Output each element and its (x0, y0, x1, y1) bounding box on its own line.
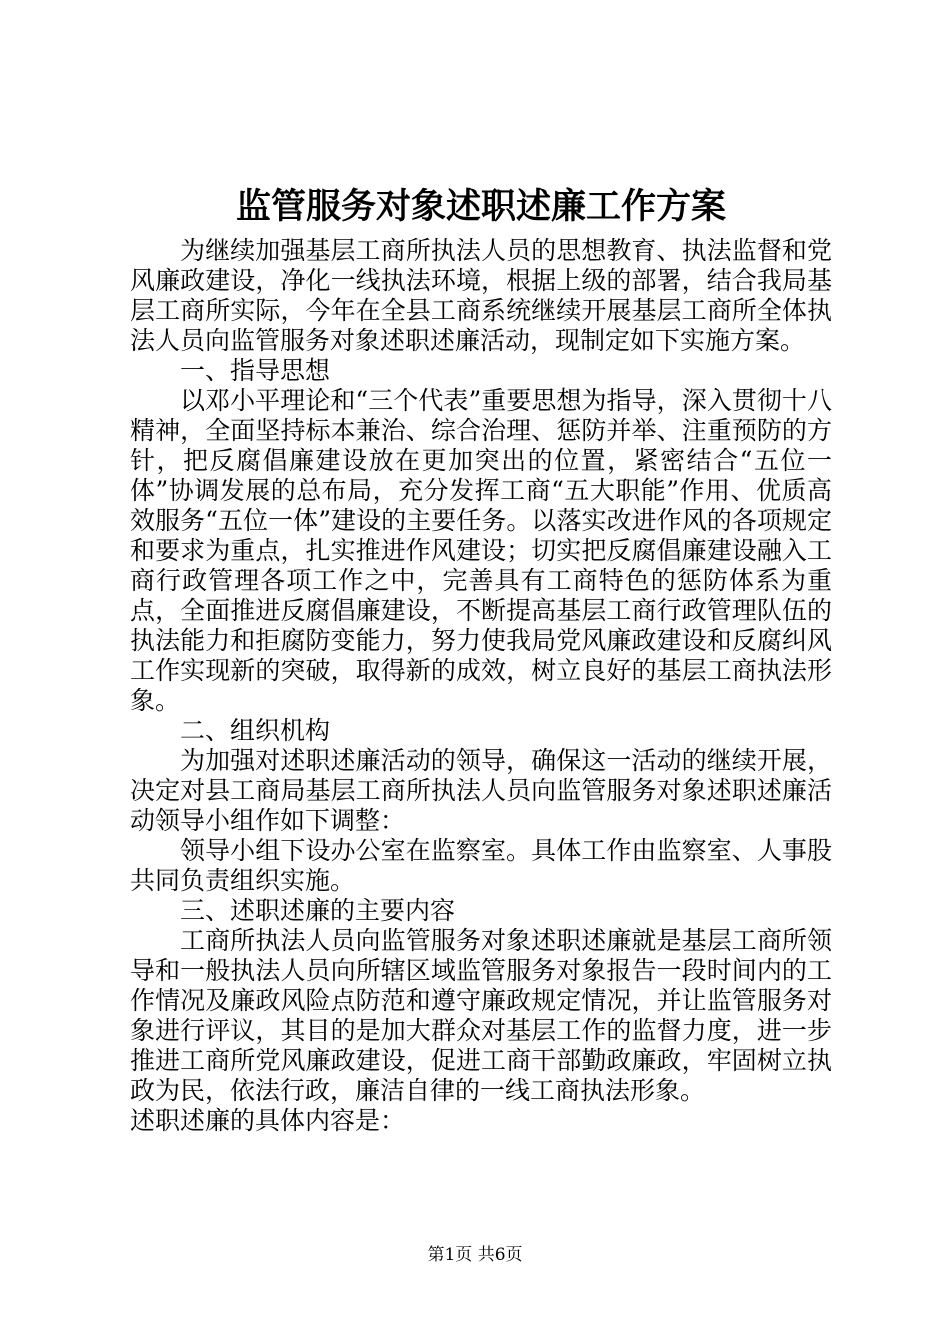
section-heading-organization: 二、组织机构 (180, 716, 331, 745)
closing-line: 述职述廉的具体内容是： (130, 1106, 406, 1135)
section-paragraph-organization-2: 领导小组下设办公室在监察室。具体工作由监察室、人事股共同负责组织实施。 (130, 836, 832, 895)
section-paragraph-organization-1: 为加强对述职述廉活动的领导，确保这一活动的继续开展，决定对县工商局基层工商所执法人员向监管服务对象述职述廉活动领导小组作如下调整： (130, 746, 832, 835)
section-heading-guiding-ideology: 一、指导思想 (180, 356, 331, 385)
page-footer: 第1页 共6页 (427, 1245, 523, 1265)
document-body (130, 236, 832, 1136)
section-paragraph-main-content: 工商所执法人员向监管服务对象述职述廉就是基层工商所领导和一般执法人员向所辖区域监管服务对象报告一段时间内的工作情况及廉政风险点防范和遵守廉政规定情况，并让监管服务对象进行评议，其目的是加大群众对基层工作的监督力度，进一步推进工商所党风廉政建设，促进工商干部勤政廉政，牢固树立执政为民，依法行政，廉洁自律的一线工商执法形象。 (130, 926, 832, 1105)
document-page (130, 180, 832, 1136)
document-title: 监管服务对象述职述廉工作方案 (235, 186, 726, 227)
section-paragraph-guiding-ideology: 以邓小平理论和“三个代表”重要思想为指导，深入贯彻十八精神，全面坚持标本兼治、综合治理、惩防并举、注重预防的方针，把反腐倡廉建设放在更加突出的位置，紧密结合“五位一体”协调发展的总布局，充分发挥工商“五大职能”作用、优质高效服务“五位一体”建设的主要任务。以落实改进作风的各项规定和要求为重点，扎实推进作风建设；切实把反腐倡廉建设融入工商行政管理各项工作之中，完善具有工商特色的惩防体系为重点，全面推进反腐倡廉建设，不断提高基层工商行政管理队伍的执法能力和拒腐防变能力，努力使我局党风廉政建设和反腐纠风工作实现新的突破，取得新的成效，树立良好的基层工商执法形象。 (130, 386, 832, 715)
intro-paragraph: 为继续加强基层工商所执法人员的思想教育、执法监督和党风廉政建设，净化一线执法环境，根据上级的部署，结合我局基层工商所实际，今年在全县工商系统继续开展基层工商所全体执法人员向监管服务对象述职述廉活动，现制定如下实施方案。 (130, 236, 832, 355)
section-heading-main-content: 三、述职述廉的主要内容 (180, 896, 456, 925)
